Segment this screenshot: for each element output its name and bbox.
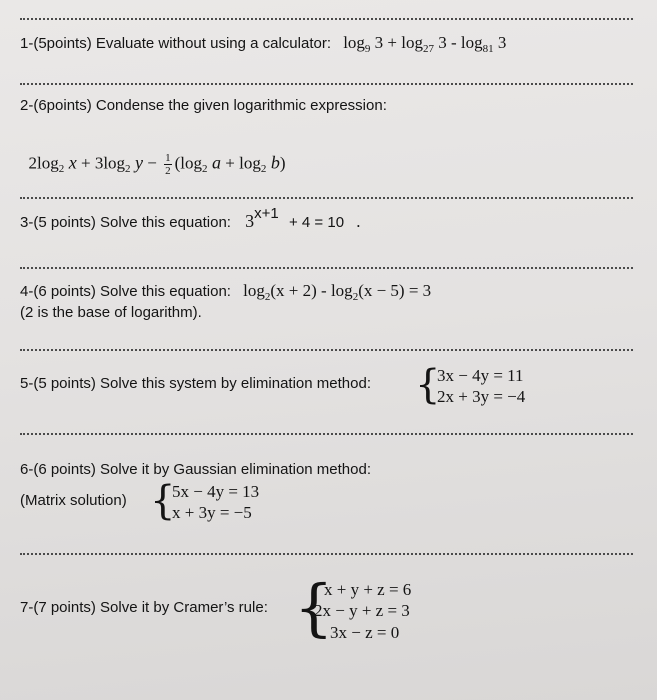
problem-4-label: 4-(6 points) Solve this equation: <box>20 283 231 300</box>
one-half-fraction: $\frac{1}{2}$ <box>165 152 171 177</box>
separator-2 <box>20 197 633 199</box>
problem-6-eq2: x + 3y = −5 <box>172 503 252 522</box>
problem-1-expression: $\log_9 3 + \log_{27} 3 - \log_{81} 3$ <box>343 33 507 55</box>
problem-7-label: 7-(7 points) Solve it by Cramer’s rule: <box>20 599 268 616</box>
problem-5-eq1: 3x − 4y = 11 <box>437 366 524 385</box>
separator-5 <box>20 433 633 435</box>
separator-1 <box>20 83 633 85</box>
problem-6-label: 6-(6 points) Solve it by Gaussian elimination method: <box>20 461 372 478</box>
separator-6 <box>20 553 633 555</box>
problem-6-brace: { <box>150 478 176 524</box>
problem-6-eq1: 5x − 4y = 13 <box>172 482 260 501</box>
problem-4-equation: $\log_2(x + 2) - \log_2(x - 5) = 3$ <box>243 281 432 303</box>
problem-7-brace: { <box>294 571 334 644</box>
problem-5-label: 5-(5 points) Solve this system by elimination method: <box>20 375 371 392</box>
problem-3-label: 3-(5 points) Solve this equation: <box>20 214 231 231</box>
problem-2-expression: $2\log_2$ $x + 3\log_2$ y − $\frac{1}{2}$ ($\log_2$ $a + \log_2 b$) <box>28 152 286 177</box>
separator-top <box>20 18 633 20</box>
problem-1 <box>20 33 506 53</box>
problem-5-eq2: 2x + 3y = −4 <box>437 387 526 406</box>
problem-1-label: 1-(5points) Evaluate without using a calculator: <box>20 35 332 52</box>
separator-4 <box>20 349 633 351</box>
problem-7-eq3: 3x − z = 0 <box>330 623 400 642</box>
problem-3 <box>20 205 361 232</box>
problem-7-eq1: x + y + z = 6 <box>324 580 412 599</box>
problem-3-equation: 3x+1 + 4 = 10 . <box>245 205 361 231</box>
problem-4 <box>20 281 431 301</box>
problem-4-note: (2 is the base of logarithm). <box>20 304 202 321</box>
problem-6-sublabel: (Matrix solution) <box>20 492 127 509</box>
problem-5-brace: { <box>415 362 441 408</box>
problem-2-label: 2-(6points) Condense the given logarithmic expression: <box>20 97 387 114</box>
separator-3 <box>20 267 633 269</box>
problem-7-eq2: 2x − y + z = 3 <box>314 601 410 620</box>
